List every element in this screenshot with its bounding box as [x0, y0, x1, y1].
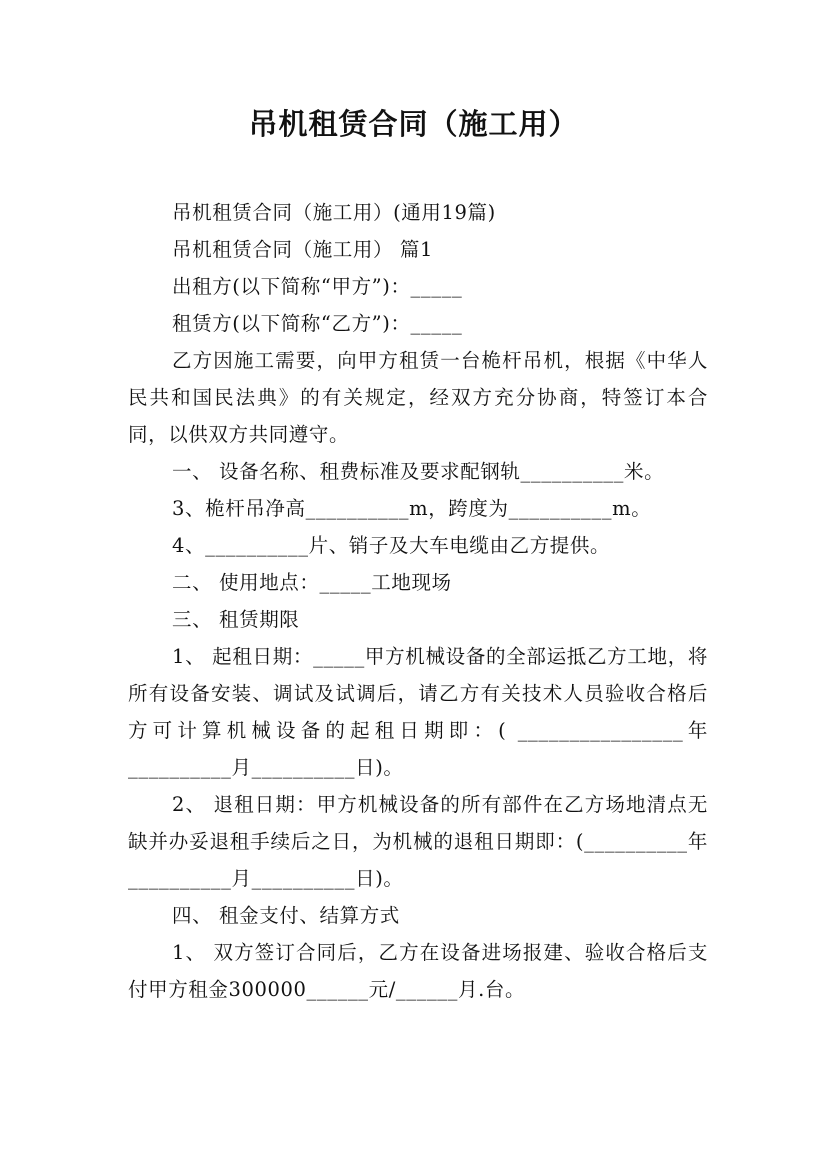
paragraph-clause-2: 二、 使用地点：_____工地现场: [172, 571, 452, 594]
paragraph-clause-1-3: 3、桅杆吊净高__________m，跨度为__________m。: [172, 497, 652, 520]
paragraph-lessee: 租赁方(以下简称“乙方”)：_____: [172, 312, 463, 335]
paragraph-preamble: 乙方因施工需要，向甲方租赁一台桅杆吊机，根据《中华人民共和国民法典》的有关规定，经双方充分协商，特签订本合同，以供双方共同遵守。: [128, 349, 708, 446]
paragraph-clause-4: 四、 租金支付、结算方式: [172, 904, 400, 927]
paragraph-clause-3-2: 2、 退租日期：甲方机械设备的所有部件在乙方场地清点无缺并办妥退租手续后之日，为机械的退租日期即：(__________年__________月__________日)。: [128, 793, 708, 890]
paragraph-clause-1-4: 4、__________片、销子及大车电缆由乙方提供。: [172, 534, 611, 557]
paragraph-subtitle: 吊机租赁合同（施工用）(通用19篇): [172, 201, 496, 224]
paragraph-section-heading: 吊机租赁合同（施工用） 篇1: [172, 238, 434, 261]
paragraph-lessor: 出租方(以下简称“甲方”)：_____: [172, 275, 463, 298]
document-title: 吊机租赁合同（施工用）: [248, 107, 579, 141]
paragraph-clause-4-1: 1、 双方签订合同后，乙方在设备进场报建、验收合格后支付甲方租金300000______元/______月.台。: [128, 941, 708, 1001]
paragraph-clause-1: 一、 设备名称、租费标准及要求配钢轨__________米。: [172, 460, 665, 483]
paragraph-clause-3: 三、 租赁期限: [172, 608, 300, 631]
paragraph-clause-3-1: 1、 起租日期：_____甲方机械设备的全部运抵乙方工地，将所有设备安装、调试及试调后，请乙方有关技术人员验收合格后方可计算机械设备的起租日期即：( ________________年__________月__________日)。: [128, 645, 708, 779]
document-body: [128, 194, 708, 1008]
